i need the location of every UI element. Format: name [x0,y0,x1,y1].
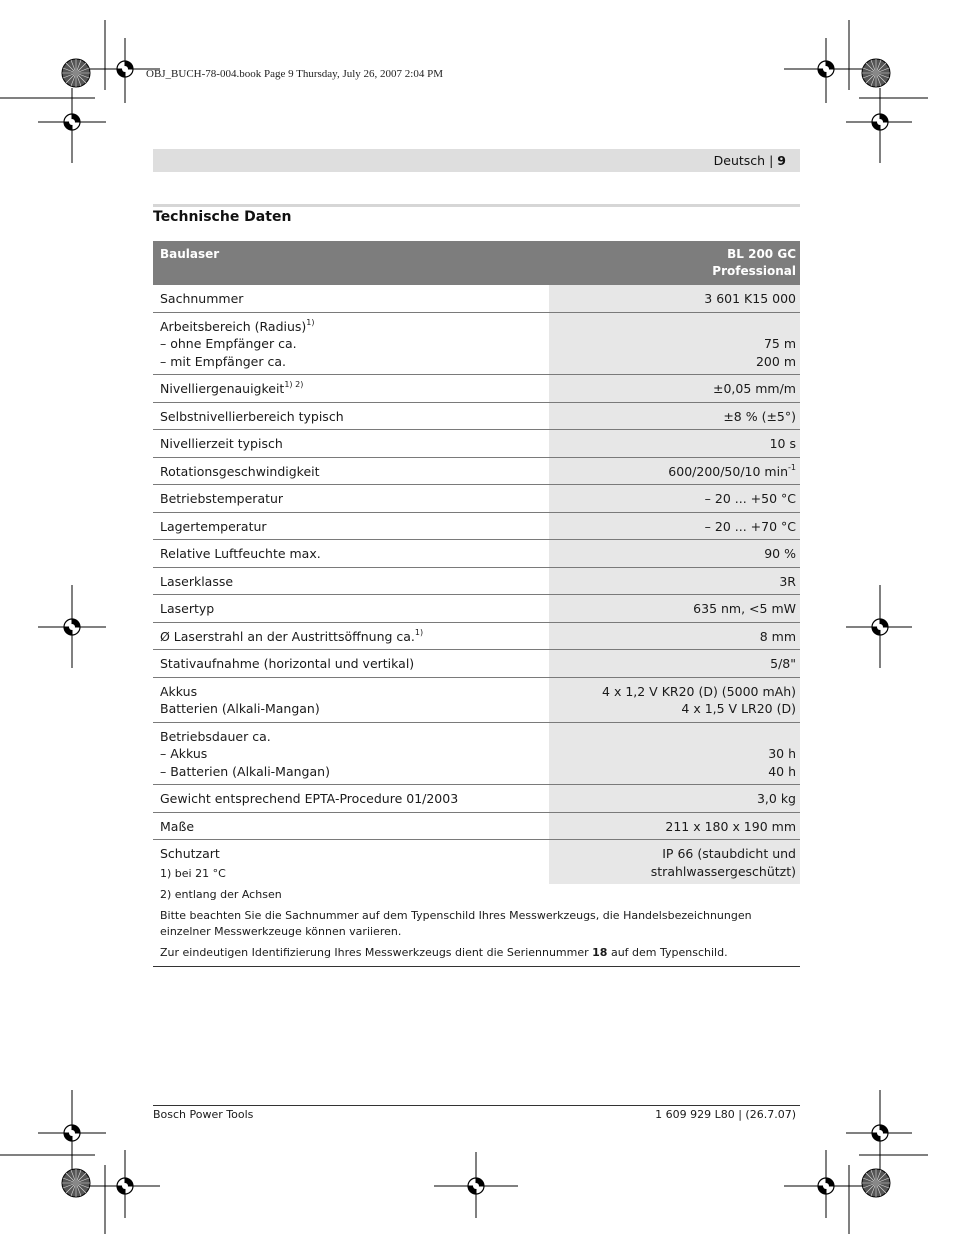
footnote-1: 1) bei 21 °C [160,867,226,880]
row-label: Nivellierzeit typisch [153,430,549,458]
row-label [153,375,549,403]
row-value [549,722,800,785]
row-subvalue: 75 m [763,336,796,351]
footer-brand: Bosch Power Tools [153,1108,254,1121]
row-label-text: Betriebsdauer ca. [160,728,271,744]
language-label: Deutsch [713,153,766,168]
header-model-name: BL 200 GC [727,247,796,261]
row-value: – 20 ... +50 °C [549,485,800,513]
table-row [153,812,800,840]
row-label [153,677,549,722]
top-rule [153,204,800,207]
row-label-text: Nivelliergenauigkeit [160,381,285,396]
row-label: Laserklasse [153,567,549,595]
row-label: Rotationsgeschwindigkeit [153,457,549,485]
row-value: 3,0 kg [549,785,800,813]
running-header [153,149,800,172]
row-value: 90 % [549,540,800,568]
unit-exponent: -1 [788,462,796,472]
row-label: Schutzart [160,846,220,861]
row-sublabel: – Batterien (Alkali-Mangan) [160,763,330,779]
table-row [153,540,800,568]
row-label [153,722,549,785]
row-label: Sachnummer [153,285,549,312]
serial-number-ref: 18 [592,946,608,959]
row-subvalue: 4 x 1,2 V KR20 (D) (5000 mAh) [602,683,796,699]
row-label: Stativaufnahme (horizontal und vertikal) [153,650,549,678]
row-label-text: Akkus [160,683,198,699]
footer-rule [153,1105,800,1106]
header-model-line: Professional [712,264,796,278]
note-article-number: Bitte beachten Sie die Sachnummer auf dem Typenschild Ihres Messwerkzeugs, die Handelsbezeichnungen einzelner Messwerkzeuge können variieren. [160,909,752,938]
row-subvalue: 30 h [768,746,796,761]
table-row [153,595,800,623]
table-row [153,485,800,513]
table-row [153,785,800,813]
row-value: 635 nm, <5 mW [549,595,800,623]
row-label: Selbstnivellierbereich typisch [153,402,549,430]
row-value [549,677,800,722]
table-row [153,567,800,595]
table-row [153,285,800,312]
table-row [153,402,800,430]
header-model [549,241,800,285]
table-row [153,312,800,375]
row-sublabel: – Akkus [160,746,208,761]
table-row [153,457,800,485]
table-row [153,677,800,722]
row-value: – 20 ... +70 °C [549,512,800,540]
row-label-text: Ø Laserstrahl an der Austrittsöffnung ca. [160,628,415,644]
row-subvalue: strahlwassergeschützt) [650,863,796,879]
row-value: 5/8" [549,650,800,678]
row-value: ±8 % (±5°) [549,402,800,430]
section-title: Technische Daten [153,209,292,225]
row-label [153,312,549,375]
row-label [153,622,549,650]
row-label: Lasertyp [153,595,549,623]
row-value [549,312,800,375]
footnotes [160,866,796,966]
technical-data-table [153,241,800,884]
row-value: 211 x 180 x 190 mm [549,812,800,840]
row-value [549,457,800,485]
page-number: 9 [777,153,786,168]
print-header: OBJ_BUCH-78-004.book Page 9 Thursday, July 26, 2007 2:04 PM [146,68,444,80]
row-subvalue: 40 h [768,763,796,779]
note-serial-number: Zur eindeutigen Identifizierung Ihres Messwerkzeugs dient die Seriennummer 18 auf dem Typenschild. [160,946,728,959]
table-row [153,622,800,650]
row-value-text: 600/200/50/10 min [668,463,789,479]
footnote-2: 2) entlang der Achsen [160,888,282,901]
row-label: Betriebstemperatur [153,485,549,513]
row-subvalue: IP 66 (staubdicht und [662,846,796,861]
row-label-text: Batterien (Alkali-Mangan) [160,701,320,716]
separator: | [769,153,774,168]
row-sublabel: – mit Empfänger ca. [160,353,286,369]
row-sublabel: – ohne Empfänger ca. [160,336,297,351]
row-label: Maße [153,812,549,840]
row-subvalue: 4 x 1,5 V LR20 (D) [681,701,796,716]
table-row [153,375,800,403]
footnote-ref: 1) 2) [284,380,304,389]
row-label: Lagertemperatur [153,512,549,540]
footnote-ref: 1) [306,317,315,327]
footer-doc-number: 1 609 929 L80 | (26.7.07) [655,1108,796,1121]
table-row [153,430,800,458]
table-row [153,512,800,540]
table-header-row [153,241,800,285]
row-value: 10 s [549,430,800,458]
row-subvalue: 200 m [755,353,796,369]
bottom-rule [153,966,800,967]
row-value: 3 601 K15 000 [549,285,800,312]
header-product-type: Baulaser [153,241,549,285]
page-language-and-number [714,153,786,168]
table-row [153,650,800,678]
row-label: Gewicht entsprechend EPTA-Procedure 01/2003 [153,785,549,813]
row-label: Relative Luftfeuchte max. [153,540,549,568]
footnote-ref: 1) [414,627,424,637]
row-label-text: Arbeitsbereich (Radius) [160,318,307,334]
row-value: 3R [549,567,800,595]
row-value: 8 mm [549,622,800,650]
row-value: ±0,05 mm/m [549,375,800,403]
table-row [153,722,800,785]
